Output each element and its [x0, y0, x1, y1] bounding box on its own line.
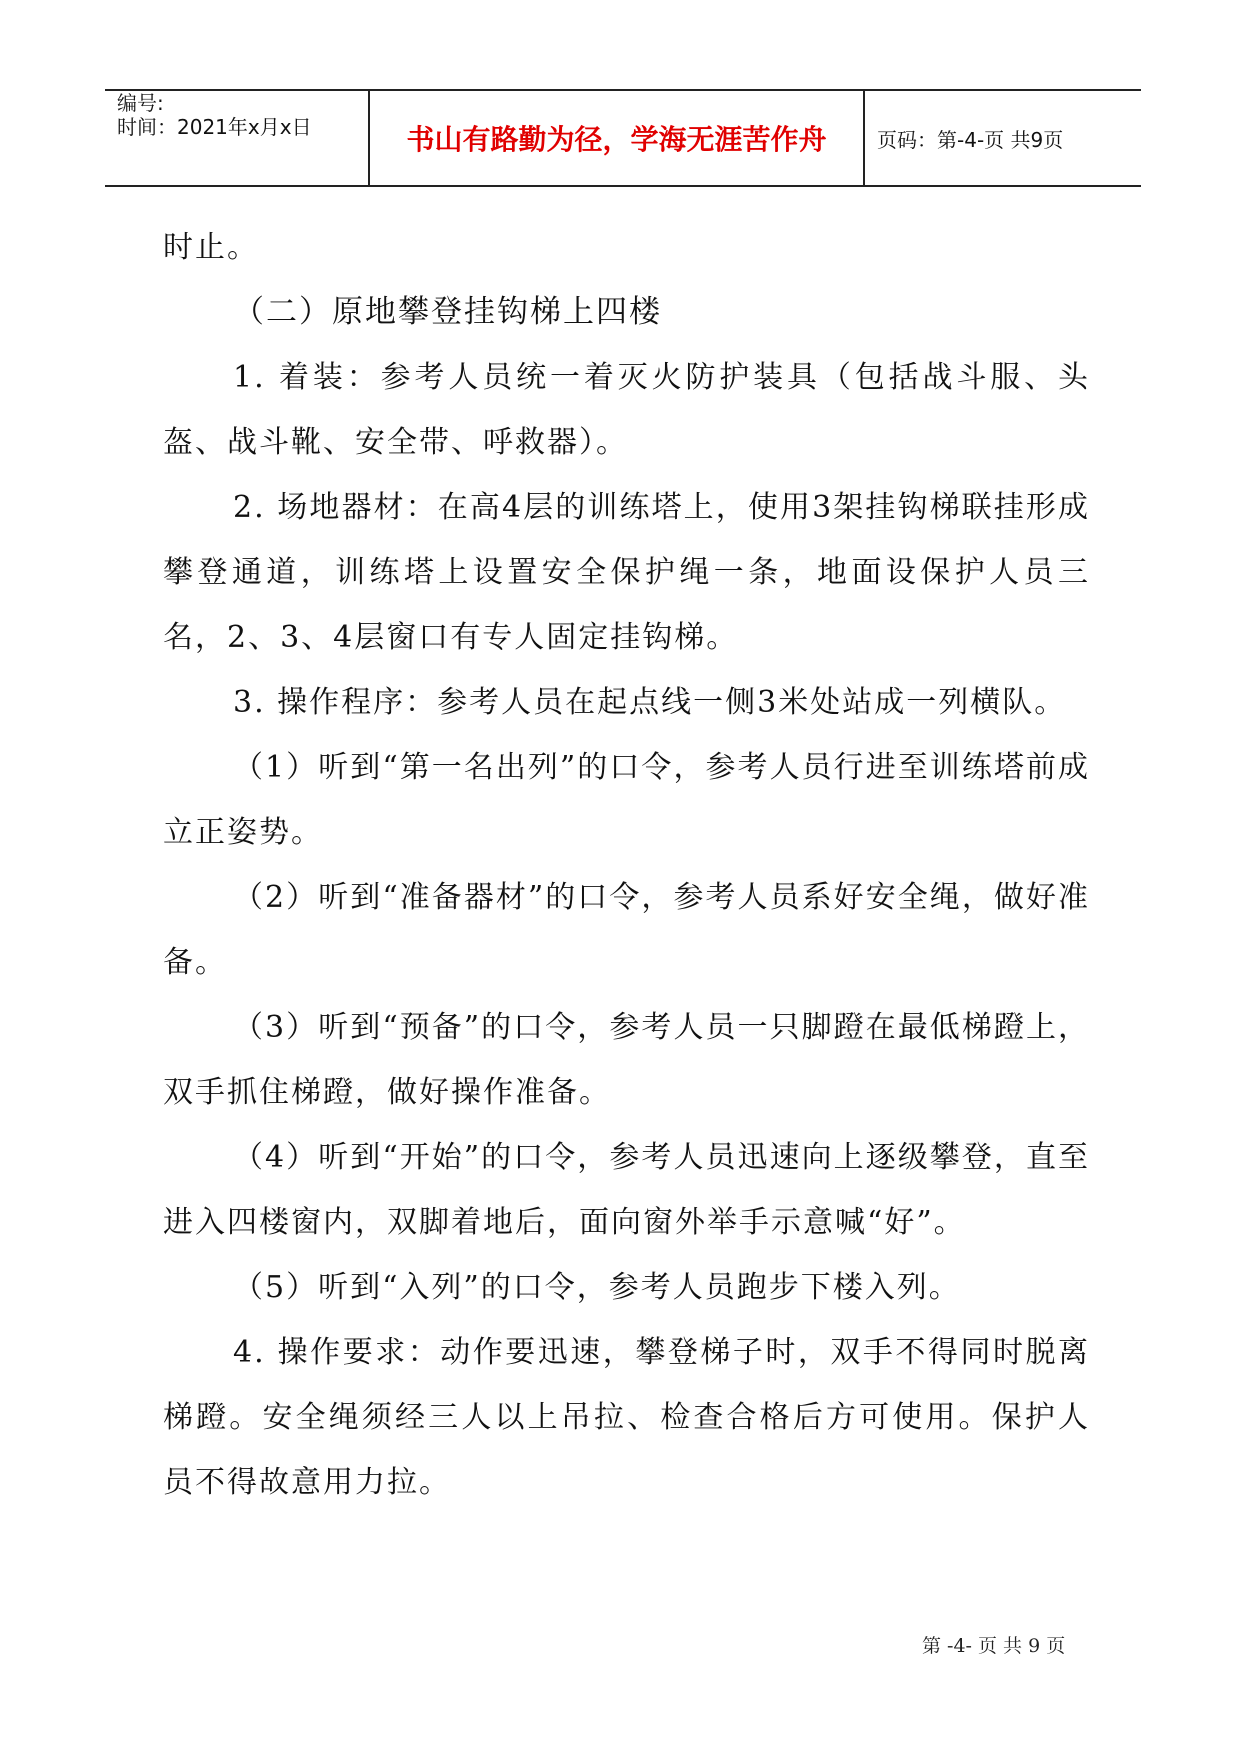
section-heading: （二）原地攀登挂钩梯上四楼 [233, 294, 662, 330]
serial-label: 编号: [117, 91, 164, 115]
paragraph-requirements: 4. 操作要求：动作要迅速，攀登梯子时，双手不得同时脱离梯蹬。安全绳须经三人以上吊拉、检查合格后方可使用。保护人员不得故意用力拉。 [163, 1335, 1090, 1500]
header-middle-cell [370, 91, 865, 185]
paragraph-step-3: （3）听到“预备”的口令，参考人员一只脚蹬在最低梯蹬上，双手抓住梯蹬，做好操作准备。 [163, 1010, 1090, 1110]
paragraph-procedure: 3. 操作程序：参考人员在起点线一侧3米处站成一列横队。 [233, 685, 1067, 720]
paragraph-equipment: 2. 场地器材：在高4层的训练塔上，使用3架挂钩梯联挂形成攀登通道，训练塔上设置安全保护绳一条，地面设保护人员三名，2、3、4层窗口有专人固定挂钩梯。 [163, 490, 1090, 655]
paragraph-step-5: （5）听到“入列”的口令，参考人员跑步下楼入列。 [233, 1270, 961, 1305]
time-label: 时间：2021年x月x日 [117, 115, 312, 139]
header-page-info: 页码：第-4-页 共9页 [877, 127, 1064, 152]
paragraph-step-1: （1）听到“第一名出列”的口令，参考人员行进至训练塔前成立正姿势。 [163, 750, 1090, 850]
page-footer: 第 -4- 页 共 9 页 [922, 1635, 1066, 1657]
page-header [105, 89, 1141, 187]
document-body [163, 215, 1090, 1515]
paragraph-attire: 1. 着装：参考人员统一着灭火防护装具（包括战斗服、头盔、战斗靴、安全带、呼救器）。 [163, 360, 1090, 460]
paragraph-step-2: （2）听到“准备器材”的口令，参考人员系好安全绳，做好准备。 [163, 880, 1090, 980]
header-motto: 书山有路勤为径，学海无涯苦作舟 [406, 123, 827, 156]
paragraph-continuation: 时止。 [163, 230, 259, 265]
header-left-cell [105, 91, 370, 185]
header-right-cell [865, 91, 1141, 185]
paragraph-step-4: （4）听到“开始”的口令，参考人员迅速向上逐级攀登，直至进入四楼窗内，双脚着地后，面向窗外举手示意喊“好”。 [163, 1140, 1090, 1240]
